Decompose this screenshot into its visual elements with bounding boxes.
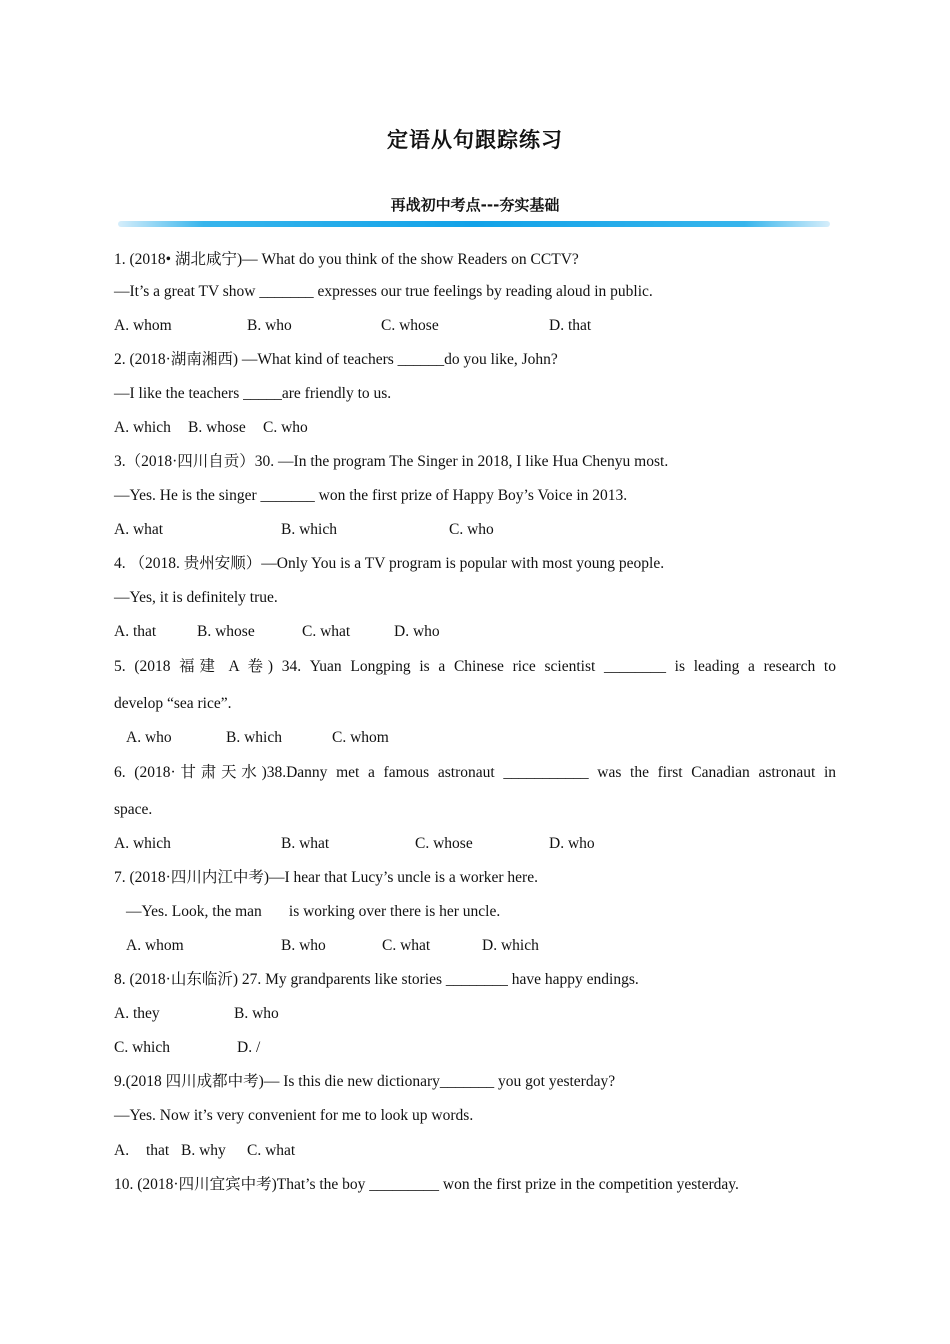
question-8-options-row-1 <box>114 1004 279 1024</box>
option: D. which <box>482 937 539 954</box>
question-4-options <box>114 622 440 642</box>
question-3-options <box>114 520 494 540</box>
option: D. who <box>549 835 595 852</box>
question-7-options <box>126 936 539 956</box>
question-6-options <box>114 834 595 854</box>
option: C. what <box>302 623 351 640</box>
question-4-reply: —Yes, it is definitely true. <box>114 589 278 606</box>
question-1-stem: 1. (2018• 湖北咸宁)— What do you think of the show Readers on CCTV? <box>114 251 579 268</box>
question-10-stem: 10. (2018·四川宜宾中考)That’s the boy _________ won the first prize in the competition yesterday. <box>114 1176 739 1193</box>
option-letter: A. <box>114 1142 130 1159</box>
question-5-continuation: develop “sea rice”. <box>114 695 232 712</box>
option: B. who <box>234 1005 279 1022</box>
option: C. whom <box>332 729 389 746</box>
option: D. / <box>237 1039 261 1056</box>
option: A. they <box>114 1005 160 1022</box>
question-2-options <box>114 418 308 438</box>
question-5-stem: 5. (2018 福建 A 卷) 34. Yuan Longping is a Chinese rice scientist ________ is leading a research to <box>114 658 836 675</box>
option: A. which <box>114 835 171 852</box>
option: C. who <box>263 419 308 436</box>
option: B. whose <box>197 623 255 640</box>
option: D. who <box>394 623 440 640</box>
option: B. whose <box>188 419 246 436</box>
question-7-reply: —Yes. Look, the man is working over there is her uncle. <box>126 903 501 920</box>
option: B. which <box>226 729 282 746</box>
option: B. which <box>281 521 337 538</box>
question-3-stem: 3.（2018·四川自贡）30. —In the program The Singer in 2018, I like Hua Chenyu most. <box>114 453 669 470</box>
option: D. that <box>549 317 592 334</box>
option: B. what <box>281 835 330 852</box>
option: A. which <box>114 419 171 436</box>
option: C. who <box>449 521 494 538</box>
option: C. what <box>247 1142 296 1159</box>
question-3-reply: —Yes. He is the singer _______ won the first prize of Happy Boy’s Voice in 2013. <box>114 487 628 504</box>
question-6-continuation: space. <box>114 801 153 818</box>
question-9-stem: 9.(2018 四川成都中考)— Is this die new dictionary_______ you got yesterday? <box>114 1073 616 1090</box>
option: A. what <box>114 521 164 538</box>
question-5-options <box>126 728 389 748</box>
option: C. which <box>114 1039 170 1056</box>
decorative-divider <box>118 221 830 227</box>
question-1-reply: —It’s a great TV show _______ expresses our true feelings by reading aloud in public. <box>114 283 653 300</box>
question-4-stem: 4. （2018. 贵州安顺）—Only You is a TV program is popular with most young people. <box>114 555 665 572</box>
section-subtitle: 再战初中考点---夯实基础 <box>390 196 560 214</box>
question-7-stem: 7. (2018·四川内江中考)—I hear that Lucy’s uncle is a worker here. <box>114 869 538 886</box>
page-title: 定语从句跟踪练习 <box>387 128 563 152</box>
option: A. whom <box>114 317 172 334</box>
option: C. what <box>382 937 431 954</box>
option: C. whose <box>381 317 439 334</box>
question-9-options <box>114 1141 295 1161</box>
question-8-stem: 8. (2018·山东临沂) 27. My grandparents like stories ________ have happy endings. <box>114 971 639 988</box>
option: B. who <box>281 937 326 954</box>
question-2-reply: —I like the teachers _____are friendly to us. <box>114 385 392 402</box>
option: B. why <box>181 1142 226 1159</box>
question-9-reply: —Yes. Now it’s very convenient for me to look up words. <box>114 1107 474 1124</box>
option-text: that <box>146 1142 170 1159</box>
option: B. who <box>247 317 292 334</box>
question-1-options <box>114 316 591 336</box>
question-8-options-row-2 <box>114 1038 260 1058</box>
question-2-stem: 2. (2018·湖南湘西) —What kind of teachers ______do you like, John? <box>114 351 558 368</box>
option: A. who <box>126 729 172 746</box>
option: A. whom <box>126 937 184 954</box>
question-6-stem: 6. (2018·甘肃天水)38.Danny met a famous astronaut ___________ was the first Canadian astronaut in <box>114 764 836 781</box>
option: C. whose <box>415 835 473 852</box>
option: A. that <box>114 623 157 640</box>
